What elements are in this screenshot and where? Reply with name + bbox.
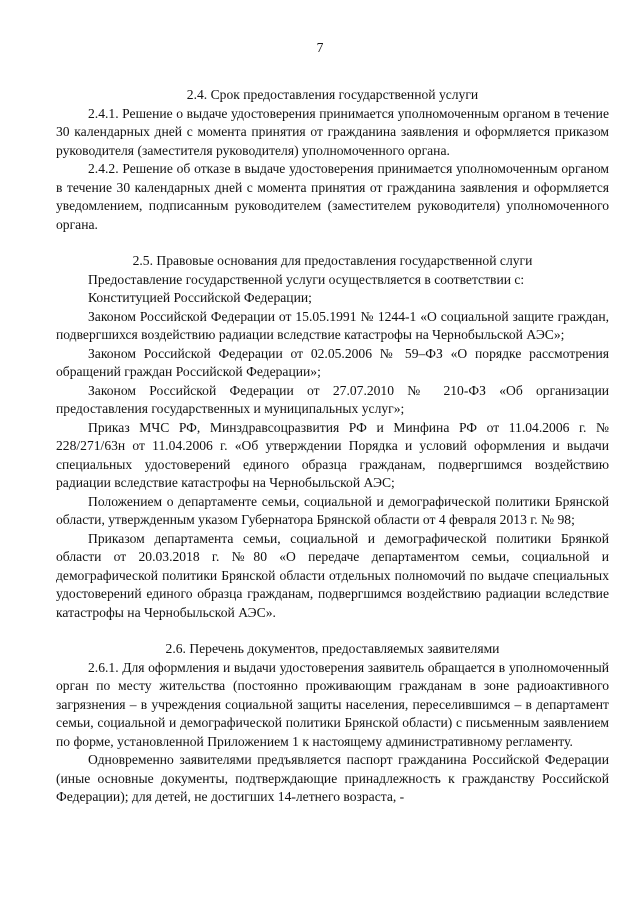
paragraph: 2.4.2. Решение об отказе в выдаче удостоверения принимается уполномоченным органом в течение 30 календарных дней с момента принятия от гражданина заявления и оформляется уведомлением, подписанным руководителем (заместителем руководителя) уполномоченного органа. <box>56 161 609 232</box>
paragraph: 2.4.1. Решение о выдаче удостоверения принимается уполномоченным органом в течение 30 календарных дней с момента принятия от гражданина заявления и оформляется приказом руководителя (заместителя руководителя) уполномоченного органа. <box>56 105 609 158</box>
section-2-4 <box>56 86 609 234</box>
paragraph: Конституцией Российской Федерации; <box>88 290 312 305</box>
section-spacer <box>56 234 609 252</box>
page-number: 7 <box>316 40 324 55</box>
section-2-6 <box>56 640 609 807</box>
paragraph: Приказом департамента семьи, социальной и демографической политики Брянкой области от 20.03.2018 г. №80 «О передаче департаментом семьи, социальной и демографической политики Брянской области отдельных полномочий по выдаче специальных удостоверений единого образца гражданам, подвергшимся воздействию радиации вследствие катастрофы на Чернобыльской АЭС». <box>56 530 609 620</box>
section-spacer <box>56 622 609 640</box>
paragraph: 2.6.1. Для оформления и выдачи удостоверения заявитель обращается в уполномоченный орган по месту жительства (постоянно проживающим гражданам в зоне радиоактивного загрязнения – в учреждения социальной защиты населения, переселившимся – в департамент семьи, социальной и демографической политики Брянской области) с письменным заявлением по форме, установленной Приложением 1 к настоящему административному регламенту. <box>56 659 609 749</box>
section-2-5 <box>56 252 609 622</box>
document-body <box>56 86 609 807</box>
section-heading: 2.4. Срок предоставления государственной услуги <box>186 87 479 102</box>
paragraph: Законом Российской Федерации от 27.07.2010 № 210-ФЗ «Об организации предоставления государственных и муниципальных услуг»; <box>56 382 609 416</box>
paragraph: Положением о департаменте семьи, социальной и демографической политики Брянской области, утвержденным указом Губернатора Брянской области от 4 февраля 2013 г. № 98; <box>56 493 609 527</box>
section-heading: 2.6. Перечень документов, предоставляемых заявителями <box>165 641 500 656</box>
paragraph: Предоставление государственной услуги осуществляется в соответствии с: <box>88 271 525 287</box>
paragraph: Приказ МЧС РФ, Минздравсоцразвития РФ и Минфина РФ от 11.04.2006 г. № 228/271/63н от 11.04.2006 г. «Об утверждении Порядка и условий оформления и выдачи специальных удостоверений единого образца гражданам, подвергшимся воздействию радиации вследствие катастрофы на Чернобыльской АЭС; <box>56 419 609 490</box>
paragraph: Одновременно заявителями предъявляется паспорт гражданина Российской Федерации (иные основные документы, подтверждающие принадлежность к гражданству Российской Федерации); для детей, не достигших 14-летнего возраста, - <box>56 752 609 804</box>
paragraph: Законом Российской Федерации от 02.05.2006 № 59–ФЗ «О порядке рассмотрения обращений граждан Российской Федерации»; <box>56 345 609 379</box>
paragraph: Законом Российской Федерации от 15.05.1991 № 1244-1 «О социальной защите граждан, подвергшихся воздействию радиации вследствие катастрофы на Чернобыльской АЭС»; <box>56 308 609 342</box>
section-heading: 2.5. Правовые основания для предоставления государственной слуги <box>132 253 533 268</box>
